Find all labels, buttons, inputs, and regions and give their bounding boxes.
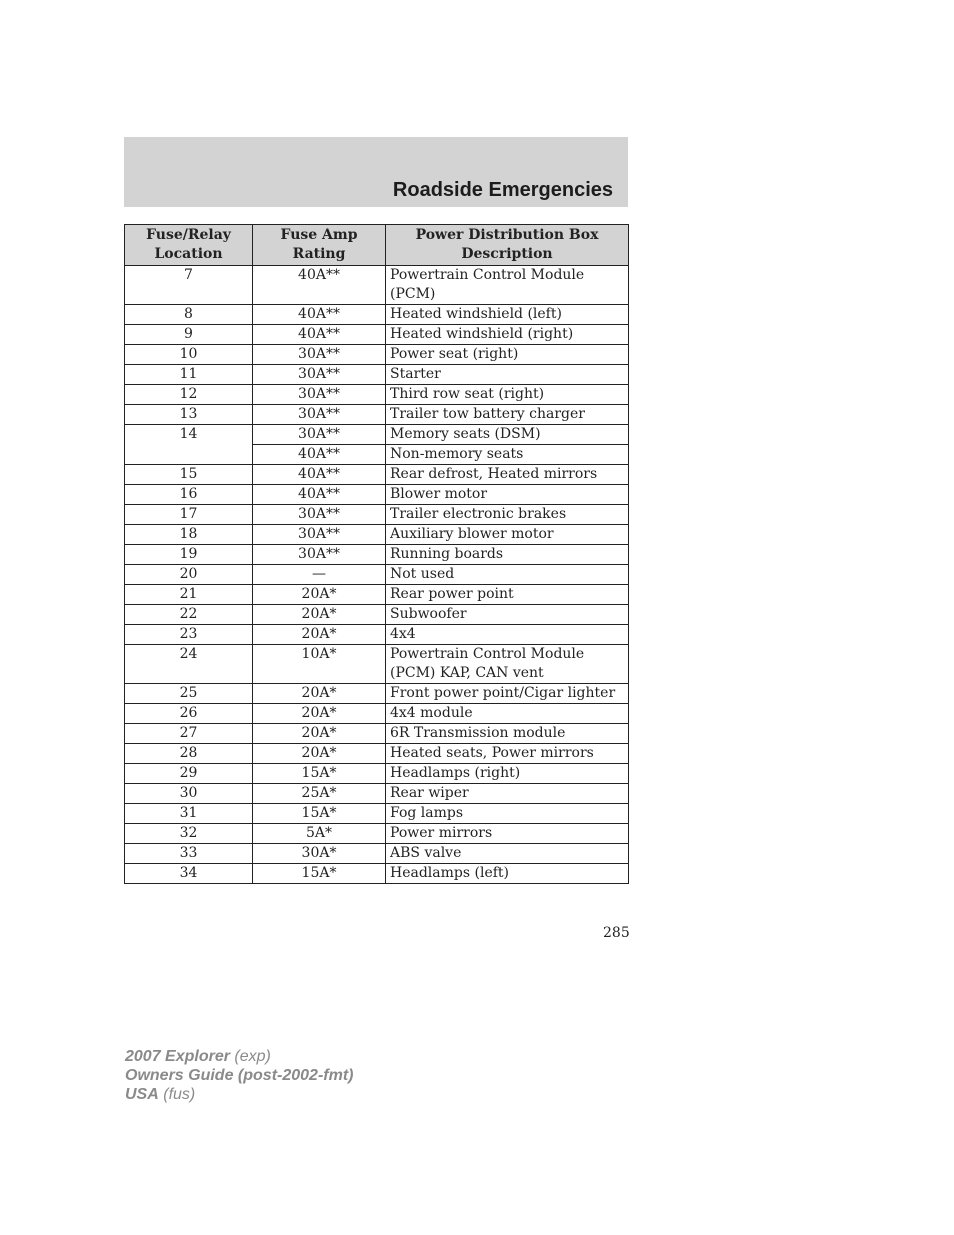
- fuse-description-cell: [386, 565, 629, 585]
- description-line: 4x4: [390, 626, 416, 642]
- fuse-description-cell: [386, 804, 629, 824]
- fuse-location-cell: 26: [125, 704, 253, 724]
- table-row: [125, 784, 629, 804]
- fuse-location-cell: 28: [125, 744, 253, 764]
- fuse-location-cell: 13: [125, 405, 253, 425]
- table-row: [125, 505, 629, 525]
- table-row: [125, 465, 629, 485]
- footer-line-3: USA (fus): [125, 1086, 196, 1103]
- description-line: Front power point/Cigar lighter: [390, 685, 616, 701]
- fuse-location-cell: 11: [125, 365, 253, 385]
- description-line: Blower motor: [390, 486, 488, 502]
- description-line: Headlamps (right): [390, 765, 521, 781]
- fuse-location-cell: 12: [125, 385, 253, 405]
- table-row: [125, 266, 629, 305]
- description-line: Third row seat (right): [390, 386, 545, 402]
- description-line: Powertrain Control Module: [390, 267, 585, 283]
- fuse-amp-cell: 30A**: [253, 505, 386, 525]
- fuse-location-cell: 10: [125, 345, 253, 365]
- fuse-amp-cell: 30A**: [253, 525, 386, 545]
- fuse-location-cell: 34: [125, 864, 253, 884]
- fuse-location-cell: 18: [125, 525, 253, 545]
- document-footer: [125, 1047, 353, 1104]
- table-row: [125, 545, 629, 565]
- fuse-location-cell: 17: [125, 505, 253, 525]
- table-row: [125, 744, 629, 764]
- fuse-amp-cell: 30A**: [253, 425, 386, 445]
- fuse-description-cell: [386, 704, 629, 724]
- description-line: Trailer tow battery charger: [390, 406, 585, 422]
- fuse-description-cell: [386, 385, 629, 405]
- fuse-description-cell: [386, 425, 629, 445]
- fuse-description-cell: [386, 784, 629, 804]
- description-line: Powertrain Control Module: [390, 646, 585, 662]
- fuse-amp-cell: 40A**: [253, 485, 386, 505]
- table-row: [125, 864, 629, 884]
- fuse-description-cell: [386, 844, 629, 864]
- fuse-description-cell: [386, 764, 629, 784]
- fuse-location-cell: 23: [125, 625, 253, 645]
- description-line: Power mirrors: [390, 825, 493, 841]
- fuse-amp-cell: 20A*: [253, 744, 386, 764]
- fuse-description-cell: [386, 345, 629, 365]
- fuse-description-cell: [386, 266, 629, 305]
- fuse-location-cell: 7: [125, 266, 253, 305]
- fuse-location-cell: 29: [125, 764, 253, 784]
- fuse-location-cell: 21: [125, 585, 253, 605]
- fuse-table-body: [125, 266, 629, 884]
- table-row: [125, 585, 629, 605]
- fuse-amp-cell: 20A*: [253, 684, 386, 704]
- table-row: [125, 724, 629, 744]
- fuse-location-cell: 25: [125, 684, 253, 704]
- fuse-amp-cell: 30A**: [253, 545, 386, 565]
- fuse-amp-cell: 20A*: [253, 625, 386, 645]
- fuse-location-cell: 20: [125, 565, 253, 585]
- table-row: [125, 425, 629, 445]
- table-row: [125, 565, 629, 585]
- description-line: 4x4 module: [390, 705, 473, 721]
- fuse-description-cell: [386, 724, 629, 744]
- fuse-location-cell: 9: [125, 325, 253, 345]
- table-row: [125, 365, 629, 385]
- fuse-amp-cell: 20A*: [253, 585, 386, 605]
- table-row: [125, 764, 629, 784]
- fuse-description-cell: [386, 645, 629, 684]
- description-line: Rear wiper: [390, 785, 469, 801]
- table-row: [125, 645, 629, 684]
- table-row: [125, 824, 629, 844]
- fuse-description-cell: [386, 505, 629, 525]
- fuse-amp-cell: 40A**: [253, 266, 386, 305]
- description-line: Rear defrost, Heated mirrors: [390, 466, 598, 482]
- description-line: Trailer electronic brakes: [390, 506, 567, 522]
- description-line: (PCM) KAP, CAN vent: [390, 665, 544, 681]
- fuse-location-cell: 32: [125, 824, 253, 844]
- header-rating: Fuse Amp Rating: [253, 225, 386, 266]
- fuse-amp-cell: 30A*: [253, 844, 386, 864]
- description-line: Headlamps (left): [390, 865, 509, 881]
- table-row: [125, 525, 629, 545]
- fuse-table-header-row: [125, 225, 629, 266]
- table-row: [125, 305, 629, 325]
- description-line: Heated seats, Power mirrors: [390, 745, 594, 761]
- fuse-location-cell: 14: [125, 425, 253, 465]
- fuse-description-cell: [386, 525, 629, 545]
- fuse-location-cell: 8: [125, 305, 253, 325]
- fuse-location-cell: 27: [125, 724, 253, 744]
- fuse-amp-cell: 15A*: [253, 764, 386, 784]
- fuse-amp-cell: —: [253, 565, 386, 585]
- fuse-amp-cell: 30A**: [253, 385, 386, 405]
- description-line: Power seat (right): [390, 346, 519, 362]
- table-row: [125, 704, 629, 724]
- description-line: Heated windshield (left): [390, 306, 562, 322]
- fuse-amp-cell: 30A**: [253, 365, 386, 385]
- fuse-amp-cell: 40A**: [253, 465, 386, 485]
- table-row: [125, 405, 629, 425]
- fuse-description-cell: [386, 605, 629, 625]
- fuse-table: [124, 224, 629, 884]
- table-row: [125, 345, 629, 365]
- fuse-description-cell: [386, 305, 629, 325]
- fuse-location-cell: 15: [125, 465, 253, 485]
- fuse-amp-cell: 20A*: [253, 605, 386, 625]
- fuse-description-cell: [386, 365, 629, 385]
- fuse-location-cell: 19: [125, 545, 253, 565]
- section-title: Roadside Emergencies: [392, 179, 613, 201]
- fuse-amp-cell: 5A*: [253, 824, 386, 844]
- fuse-description-cell: [386, 545, 629, 565]
- footer-line-2: Owners Guide (post-2002-fmt): [125, 1067, 354, 1084]
- description-line: Auxiliary blower motor: [390, 526, 554, 542]
- fuse-amp-cell: 15A*: [253, 864, 386, 884]
- fuse-location-cell: 31: [125, 804, 253, 824]
- fuse-location-cell: 33: [125, 844, 253, 864]
- fuse-description-cell: [386, 744, 629, 764]
- description-line: 6R Transmission module: [390, 725, 566, 741]
- page-number: 285: [603, 925, 630, 941]
- description-line: ABS valve: [390, 845, 462, 861]
- fuse-description-cell: [386, 405, 629, 425]
- fuse-description-cell: [386, 585, 629, 605]
- description-line: Starter: [390, 366, 441, 382]
- table-row: [125, 325, 629, 345]
- fuse-description-cell: [386, 325, 629, 345]
- fuse-amp-cell: 40A**: [253, 445, 386, 465]
- description-line: Non-memory seats: [390, 446, 524, 462]
- section-header-band: [124, 137, 628, 207]
- fuse-amp-cell: 15A*: [253, 804, 386, 824]
- fuse-location-cell: 24: [125, 645, 253, 684]
- fuse-description-cell: [386, 485, 629, 505]
- fuse-amp-cell: 25A*: [253, 784, 386, 804]
- table-row: [125, 605, 629, 625]
- description-line: Subwoofer: [390, 606, 467, 622]
- description-line: Rear power point: [390, 586, 514, 602]
- fuse-description-cell: [386, 445, 629, 465]
- table-row: [125, 485, 629, 505]
- description-line: Not used: [390, 566, 455, 582]
- fuse-amp-cell: 40A**: [253, 305, 386, 325]
- table-row: [125, 844, 629, 864]
- fuse-description-cell: [386, 465, 629, 485]
- table-row: [125, 385, 629, 405]
- description-line: (PCM): [390, 286, 436, 302]
- description-line: Heated windshield (right): [390, 326, 574, 342]
- fuse-location-cell: 16: [125, 485, 253, 505]
- fuse-location-cell: 30: [125, 784, 253, 804]
- header-description: Power Distribution Box Description: [386, 225, 629, 266]
- fuse-amp-cell: 20A*: [253, 724, 386, 744]
- fuse-description-cell: [386, 625, 629, 645]
- fuse-description-cell: [386, 684, 629, 704]
- table-row: [125, 625, 629, 645]
- table-row: [125, 684, 629, 704]
- footer-line-1: 2007 Explorer (exp): [125, 1048, 271, 1065]
- fuse-amp-cell: 30A**: [253, 345, 386, 365]
- fuse-amp-cell: 40A**: [253, 325, 386, 345]
- fuse-location-cell: 22: [125, 605, 253, 625]
- description-line: Running boards: [390, 546, 504, 562]
- fuse-amp-cell: 20A*: [253, 704, 386, 724]
- fuse-amp-cell: 30A**: [253, 405, 386, 425]
- fuse-description-cell: [386, 824, 629, 844]
- table-row: [125, 804, 629, 824]
- fuse-description-cell: [386, 864, 629, 884]
- description-line: Fog lamps: [390, 805, 464, 821]
- description-line: Memory seats (DSM): [390, 426, 541, 442]
- fuse-amp-cell: 10A*: [253, 645, 386, 684]
- header-location: Fuse/Relay Location: [125, 225, 253, 266]
